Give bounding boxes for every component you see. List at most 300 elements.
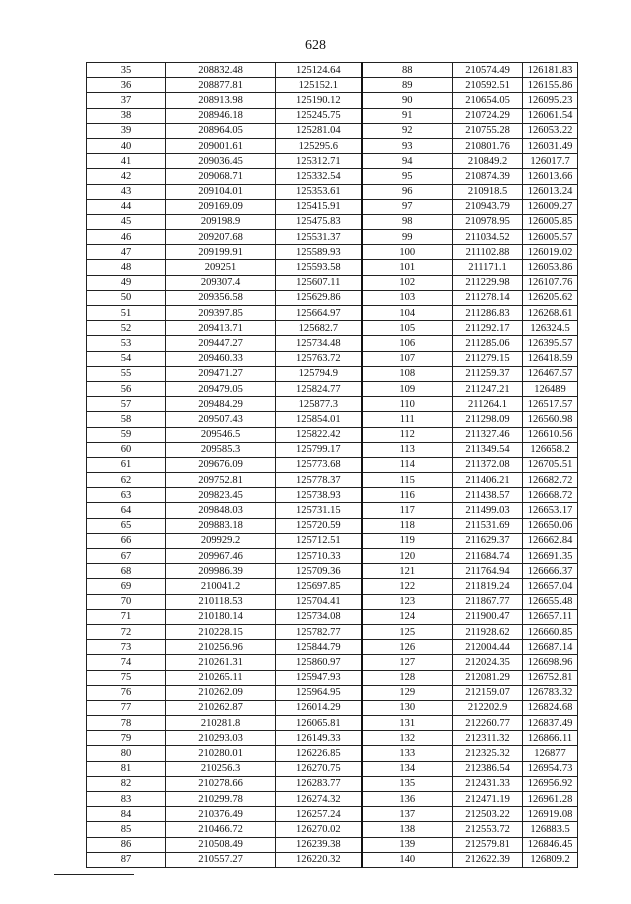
- cell-point-number: 106: [362, 336, 453, 351]
- cell-point-number: 93: [362, 138, 453, 153]
- cell-y-coordinate: 125738.93: [276, 488, 362, 503]
- table-row: [87, 93, 578, 108]
- cell-point-number: 69: [87, 579, 166, 594]
- table-row: [87, 366, 578, 381]
- cell-x-coordinate: 208832.48: [166, 63, 276, 78]
- cell-y-coordinate: 126270.02: [276, 822, 362, 837]
- cell-point-number: 60: [87, 442, 166, 457]
- cell-x-coordinate: 211406.21: [453, 473, 523, 488]
- table-row: [87, 837, 578, 852]
- cell-point-number: 57: [87, 397, 166, 412]
- cell-x-coordinate: 210256.96: [166, 640, 276, 655]
- table-row: [87, 792, 578, 807]
- cell-x-coordinate: 212622.39: [453, 852, 523, 867]
- cell-x-coordinate: 211292.17: [453, 321, 523, 336]
- cell-y-coordinate: 125152.1: [276, 78, 362, 93]
- cell-x-coordinate: 210978.95: [453, 214, 523, 229]
- cell-x-coordinate: 211499.03: [453, 503, 523, 518]
- cell-x-coordinate: 211298.09: [453, 412, 523, 427]
- cell-x-coordinate: 212503.22: [453, 807, 523, 822]
- cell-point-number: 108: [362, 366, 453, 381]
- cell-point-number: 35: [87, 63, 166, 78]
- cell-x-coordinate: 208913.98: [166, 93, 276, 108]
- cell-point-number: 114: [362, 457, 453, 472]
- cell-x-coordinate: 212431.33: [453, 776, 523, 791]
- cell-point-number: 99: [362, 230, 453, 245]
- cell-point-number: 56: [87, 381, 166, 396]
- cell-y-coordinate: 125664.97: [276, 306, 362, 321]
- table-row: [87, 154, 578, 169]
- cell-y-coordinate: 126324.5: [523, 321, 578, 336]
- cell-y-coordinate: 126226.85: [276, 746, 362, 761]
- cell-point-number: 63: [87, 488, 166, 503]
- cell-x-coordinate: 211264.1: [453, 397, 523, 412]
- cell-x-coordinate: 211171.1: [453, 260, 523, 275]
- cell-y-coordinate: 125731.15: [276, 503, 362, 518]
- cell-point-number: 100: [362, 245, 453, 260]
- table-row: [87, 442, 578, 457]
- cell-y-coordinate: 126270.75: [276, 761, 362, 776]
- cell-x-coordinate: 210943.79: [453, 199, 523, 214]
- page-number: 628: [305, 38, 326, 53]
- cell-point-number: 48: [87, 260, 166, 275]
- cell-x-coordinate: 212553.72: [453, 822, 523, 837]
- cell-x-coordinate: 211247.21: [453, 381, 523, 396]
- cell-y-coordinate: 125778.37: [276, 473, 362, 488]
- cell-x-coordinate: 209484.29: [166, 397, 276, 412]
- cell-point-number: 40: [87, 138, 166, 153]
- cell-point-number: 39: [87, 123, 166, 138]
- cell-y-coordinate: 125782.77: [276, 624, 362, 639]
- cell-x-coordinate: 212024.35: [453, 655, 523, 670]
- cell-y-coordinate: 126274.32: [276, 792, 362, 807]
- cell-point-number: 49: [87, 275, 166, 290]
- cell-point-number: 55: [87, 366, 166, 381]
- cell-point-number: 130: [362, 700, 453, 715]
- cell-y-coordinate: 125682.7: [276, 321, 362, 336]
- cell-y-coordinate: 125332.54: [276, 169, 362, 184]
- table-row: [87, 78, 578, 93]
- cell-point-number: 104: [362, 306, 453, 321]
- cell-point-number: 70: [87, 594, 166, 609]
- cell-x-coordinate: 209479.05: [166, 381, 276, 396]
- cell-x-coordinate: 210180.14: [166, 609, 276, 624]
- cell-y-coordinate: 125854.01: [276, 412, 362, 427]
- cell-y-coordinate: 126653.17: [523, 503, 578, 518]
- table-row: [87, 776, 578, 791]
- cell-point-number: 136: [362, 792, 453, 807]
- cell-point-number: 78: [87, 716, 166, 731]
- cell-x-coordinate: 211684.74: [453, 549, 523, 564]
- cell-y-coordinate: 125704.41: [276, 594, 362, 609]
- cell-point-number: 134: [362, 761, 453, 776]
- cell-y-coordinate: 126205.62: [523, 290, 578, 305]
- cell-y-coordinate: 126395.57: [523, 336, 578, 351]
- cell-y-coordinate: 126650.06: [523, 518, 578, 533]
- cell-point-number: 128: [362, 670, 453, 685]
- cell-y-coordinate: 126181.83: [523, 63, 578, 78]
- cell-point-number: 59: [87, 427, 166, 442]
- cell-y-coordinate: 125312.71: [276, 154, 362, 169]
- cell-y-coordinate: 126655.48: [523, 594, 578, 609]
- table-row: [87, 564, 578, 579]
- table-row: [87, 381, 578, 396]
- cell-point-number: 112: [362, 427, 453, 442]
- table-row: [87, 852, 578, 867]
- cell-y-coordinate: 125295.6: [276, 138, 362, 153]
- cell-x-coordinate: 209848.03: [166, 503, 276, 518]
- cell-x-coordinate: 209036.45: [166, 154, 276, 169]
- cell-x-coordinate: 212260.77: [453, 716, 523, 731]
- table-row: [87, 518, 578, 533]
- table-row: [87, 123, 578, 138]
- cell-y-coordinate: 125593.58: [276, 260, 362, 275]
- cell-point-number: 115: [362, 473, 453, 488]
- cell-y-coordinate: 126155.86: [523, 78, 578, 93]
- cell-x-coordinate: 209967.46: [166, 549, 276, 564]
- cell-point-number: 53: [87, 336, 166, 351]
- cell-x-coordinate: 211259.37: [453, 366, 523, 381]
- table-row: [87, 670, 578, 685]
- table-row: [87, 321, 578, 336]
- cell-point-number: 44: [87, 199, 166, 214]
- cell-y-coordinate: 126668.72: [523, 488, 578, 503]
- table-row: [87, 716, 578, 731]
- cell-x-coordinate: 209585.3: [166, 442, 276, 457]
- cell-point-number: 68: [87, 564, 166, 579]
- cell-y-coordinate: 126657.04: [523, 579, 578, 594]
- cell-y-coordinate: 125877.3: [276, 397, 362, 412]
- cell-point-number: 46: [87, 230, 166, 245]
- cell-y-coordinate: 125124.64: [276, 63, 362, 78]
- cell-point-number: 38: [87, 108, 166, 123]
- cell-y-coordinate: 125190.12: [276, 93, 362, 108]
- cell-y-coordinate: 126610.56: [523, 427, 578, 442]
- cell-point-number: 102: [362, 275, 453, 290]
- cell-y-coordinate: 126013.66: [523, 169, 578, 184]
- cell-x-coordinate: 209883.18: [166, 518, 276, 533]
- cell-y-coordinate: 126053.22: [523, 123, 578, 138]
- cell-x-coordinate: 211629.37: [453, 533, 523, 548]
- cell-point-number: 45: [87, 214, 166, 229]
- cell-x-coordinate: 210278.66: [166, 776, 276, 791]
- cell-x-coordinate: 209207.68: [166, 230, 276, 245]
- cell-x-coordinate: 212202.9: [453, 700, 523, 715]
- cell-point-number: 83: [87, 792, 166, 807]
- cell-point-number: 132: [362, 731, 453, 746]
- cell-point-number: 85: [87, 822, 166, 837]
- table-row: [87, 624, 578, 639]
- cell-x-coordinate: 209447.27: [166, 336, 276, 351]
- cell-x-coordinate: 211286.83: [453, 306, 523, 321]
- cell-y-coordinate: 125353.61: [276, 184, 362, 199]
- cell-y-coordinate: 126866.11: [523, 731, 578, 746]
- table-row: [87, 214, 578, 229]
- cell-point-number: 124: [362, 609, 453, 624]
- cell-point-number: 66: [87, 533, 166, 548]
- cell-point-number: 91: [362, 108, 453, 123]
- cell-x-coordinate: 209676.09: [166, 457, 276, 472]
- cell-x-coordinate: 210654.05: [453, 93, 523, 108]
- cell-x-coordinate: 211372.08: [453, 457, 523, 472]
- table-row: [87, 412, 578, 427]
- table-row: [87, 138, 578, 153]
- cell-point-number: 36: [87, 78, 166, 93]
- cell-x-coordinate: 210557.27: [166, 852, 276, 867]
- cell-y-coordinate: 125822.42: [276, 427, 362, 442]
- cell-y-coordinate: 126698.96: [523, 655, 578, 670]
- cell-point-number: 121: [362, 564, 453, 579]
- cell-y-coordinate: 126956.92: [523, 776, 578, 791]
- cell-x-coordinate: 210592.51: [453, 78, 523, 93]
- cell-point-number: 72: [87, 624, 166, 639]
- cell-point-number: 110: [362, 397, 453, 412]
- cell-x-coordinate: 209413.71: [166, 321, 276, 336]
- cell-x-coordinate: 210228.15: [166, 624, 276, 639]
- cell-y-coordinate: 126752.81: [523, 670, 578, 685]
- table-row: [87, 685, 578, 700]
- cell-y-coordinate: 126691.35: [523, 549, 578, 564]
- cell-y-coordinate: 126017.7: [523, 154, 578, 169]
- cell-y-coordinate: 125734.48: [276, 336, 362, 351]
- table-row: [87, 807, 578, 822]
- cell-point-number: 87: [87, 852, 166, 867]
- cell-y-coordinate: 126657.11: [523, 609, 578, 624]
- cell-point-number: 84: [87, 807, 166, 822]
- cell-y-coordinate: 125710.33: [276, 549, 362, 564]
- cell-point-number: 120: [362, 549, 453, 564]
- cell-x-coordinate: 211278.14: [453, 290, 523, 305]
- cell-point-number: 135: [362, 776, 453, 791]
- cell-y-coordinate: 126560.98: [523, 412, 578, 427]
- cell-y-coordinate: 126662.84: [523, 533, 578, 548]
- cell-x-coordinate: 211034.52: [453, 230, 523, 245]
- cell-x-coordinate: 212579.81: [453, 837, 523, 852]
- table-row: [87, 351, 578, 366]
- cell-y-coordinate: 125281.04: [276, 123, 362, 138]
- cell-point-number: 75: [87, 670, 166, 685]
- cell-y-coordinate: 126220.32: [276, 852, 362, 867]
- footnote-rule: [54, 874, 134, 875]
- cell-y-coordinate: 126837.49: [523, 716, 578, 731]
- cell-point-number: 64: [87, 503, 166, 518]
- table-row: [87, 457, 578, 472]
- coordinates-table-body: [87, 63, 578, 868]
- cell-x-coordinate: 210755.28: [453, 123, 523, 138]
- table-row: [87, 609, 578, 624]
- cell-x-coordinate: 210299.78: [166, 792, 276, 807]
- table-row: [87, 336, 578, 351]
- cell-y-coordinate: 126418.59: [523, 351, 578, 366]
- cell-y-coordinate: 126005.85: [523, 214, 578, 229]
- cell-y-coordinate: 126658.2: [523, 442, 578, 457]
- cell-point-number: 127: [362, 655, 453, 670]
- cell-y-coordinate: 126239.38: [276, 837, 362, 852]
- cell-y-coordinate: 126107.76: [523, 275, 578, 290]
- cell-y-coordinate: 126824.68: [523, 700, 578, 715]
- cell-y-coordinate: 126031.49: [523, 138, 578, 153]
- cell-x-coordinate: 211279.15: [453, 351, 523, 366]
- cell-y-coordinate: 126005.57: [523, 230, 578, 245]
- cell-point-number: 43: [87, 184, 166, 199]
- cell-point-number: 119: [362, 533, 453, 548]
- cell-y-coordinate: 125799.17: [276, 442, 362, 457]
- cell-x-coordinate: 211349.54: [453, 442, 523, 457]
- cell-point-number: 113: [362, 442, 453, 457]
- cell-y-coordinate: 125824.77: [276, 381, 362, 396]
- cell-point-number: 96: [362, 184, 453, 199]
- cell-x-coordinate: 210265.11: [166, 670, 276, 685]
- table-row: [87, 533, 578, 548]
- table-row: [87, 731, 578, 746]
- cell-x-coordinate: 210256.3: [166, 761, 276, 776]
- cell-y-coordinate: 126467.57: [523, 366, 578, 381]
- coordinates-table: [86, 62, 578, 868]
- cell-x-coordinate: 208877.81: [166, 78, 276, 93]
- cell-y-coordinate: 126517.57: [523, 397, 578, 412]
- cell-y-coordinate: 126065.81: [276, 716, 362, 731]
- table-row: [87, 549, 578, 564]
- table-row: [87, 761, 578, 776]
- cell-y-coordinate: 126095.23: [523, 93, 578, 108]
- cell-x-coordinate: 209199.91: [166, 245, 276, 260]
- cell-y-coordinate: 126061.54: [523, 108, 578, 123]
- cell-point-number: 77: [87, 700, 166, 715]
- cell-point-number: 133: [362, 746, 453, 761]
- cell-x-coordinate: 209169.09: [166, 199, 276, 214]
- table-row: [87, 306, 578, 321]
- cell-point-number: 71: [87, 609, 166, 624]
- cell-point-number: 37: [87, 93, 166, 108]
- cell-y-coordinate: 125712.51: [276, 533, 362, 548]
- cell-y-coordinate: 126682.72: [523, 473, 578, 488]
- cell-y-coordinate: 126809.2: [523, 852, 578, 867]
- cell-point-number: 139: [362, 837, 453, 852]
- cell-point-number: 41: [87, 154, 166, 169]
- cell-point-number: 54: [87, 351, 166, 366]
- cell-y-coordinate: 126149.33: [276, 731, 362, 746]
- cell-y-coordinate: 126877: [523, 746, 578, 761]
- cell-y-coordinate: 126666.37: [523, 564, 578, 579]
- cell-x-coordinate: 209001.61: [166, 138, 276, 153]
- cell-x-coordinate: 211285.06: [453, 336, 523, 351]
- cell-y-coordinate: 125531.37: [276, 230, 362, 245]
- cell-point-number: 67: [87, 549, 166, 564]
- cell-x-coordinate: 209752.81: [166, 473, 276, 488]
- cell-y-coordinate: 126014.29: [276, 700, 362, 715]
- cell-point-number: 122: [362, 579, 453, 594]
- cell-x-coordinate: 212386.54: [453, 761, 523, 776]
- cell-y-coordinate: 125794.9: [276, 366, 362, 381]
- cell-x-coordinate: 210261.31: [166, 655, 276, 670]
- cell-point-number: 86: [87, 837, 166, 852]
- cell-x-coordinate: 210262.87: [166, 700, 276, 715]
- cell-x-coordinate: 210849.2: [453, 154, 523, 169]
- cell-x-coordinate: 210508.49: [166, 837, 276, 852]
- table-row: [87, 822, 578, 837]
- cell-point-number: 88: [362, 63, 453, 78]
- cell-x-coordinate: 211531.69: [453, 518, 523, 533]
- cell-x-coordinate: 209251: [166, 260, 276, 275]
- cell-x-coordinate: 212325.32: [453, 746, 523, 761]
- table-row: [87, 640, 578, 655]
- cell-point-number: 92: [362, 123, 453, 138]
- cell-y-coordinate: 126660.85: [523, 624, 578, 639]
- table-row: [87, 290, 578, 305]
- table-row: [87, 245, 578, 260]
- cell-x-coordinate: 209356.58: [166, 290, 276, 305]
- cell-point-number: 65: [87, 518, 166, 533]
- cell-x-coordinate: 211229.98: [453, 275, 523, 290]
- table-row: [87, 427, 578, 442]
- cell-point-number: 52: [87, 321, 166, 336]
- cell-y-coordinate: 125415.91: [276, 199, 362, 214]
- cell-x-coordinate: 209546.5: [166, 427, 276, 442]
- cell-point-number: 101: [362, 260, 453, 275]
- cell-y-coordinate: 125964.95: [276, 685, 362, 700]
- cell-x-coordinate: 209198.9: [166, 214, 276, 229]
- cell-point-number: 126: [362, 640, 453, 655]
- cell-y-coordinate: 126013.24: [523, 184, 578, 199]
- cell-point-number: 50: [87, 290, 166, 305]
- cell-x-coordinate: 211438.57: [453, 488, 523, 503]
- cell-point-number: 82: [87, 776, 166, 791]
- cell-x-coordinate: 212004.44: [453, 640, 523, 655]
- cell-point-number: 81: [87, 761, 166, 776]
- cell-y-coordinate: 125860.97: [276, 655, 362, 670]
- cell-y-coordinate: 126846.45: [523, 837, 578, 852]
- table-row: [87, 746, 578, 761]
- cell-x-coordinate: 208964.05: [166, 123, 276, 138]
- cell-y-coordinate: 126961.28: [523, 792, 578, 807]
- table-row: [87, 473, 578, 488]
- cell-x-coordinate: 209986.39: [166, 564, 276, 579]
- cell-y-coordinate: 125709.36: [276, 564, 362, 579]
- cell-point-number: 51: [87, 306, 166, 321]
- cell-x-coordinate: 209823.45: [166, 488, 276, 503]
- cell-point-number: 123: [362, 594, 453, 609]
- cell-x-coordinate: 209929.2: [166, 533, 276, 548]
- cell-point-number: 103: [362, 290, 453, 305]
- cell-x-coordinate: 211764.94: [453, 564, 523, 579]
- cell-point-number: 109: [362, 381, 453, 396]
- table-row: [87, 108, 578, 123]
- cell-point-number: 89: [362, 78, 453, 93]
- cell-point-number: 76: [87, 685, 166, 700]
- cell-y-coordinate: 126009.27: [523, 199, 578, 214]
- cell-point-number: 95: [362, 169, 453, 184]
- table-row: [87, 594, 578, 609]
- cell-x-coordinate: 211819.24: [453, 579, 523, 594]
- table-row: [87, 655, 578, 670]
- cell-y-coordinate: 125629.86: [276, 290, 362, 305]
- cell-point-number: 117: [362, 503, 453, 518]
- cell-point-number: 79: [87, 731, 166, 746]
- cell-y-coordinate: 126883.5: [523, 822, 578, 837]
- cell-y-coordinate: 125844.79: [276, 640, 362, 655]
- cell-y-coordinate: 125947.93: [276, 670, 362, 685]
- cell-y-coordinate: 126919.08: [523, 807, 578, 822]
- cell-x-coordinate: 210262.09: [166, 685, 276, 700]
- table-row: [87, 184, 578, 199]
- table-row: [87, 169, 578, 184]
- cell-point-number: 62: [87, 473, 166, 488]
- cell-point-number: 138: [362, 822, 453, 837]
- cell-y-coordinate: 126954.73: [523, 761, 578, 776]
- cell-y-coordinate: 125720.59: [276, 518, 362, 533]
- cell-y-coordinate: 126268.61: [523, 306, 578, 321]
- cell-x-coordinate: 210281.8: [166, 716, 276, 731]
